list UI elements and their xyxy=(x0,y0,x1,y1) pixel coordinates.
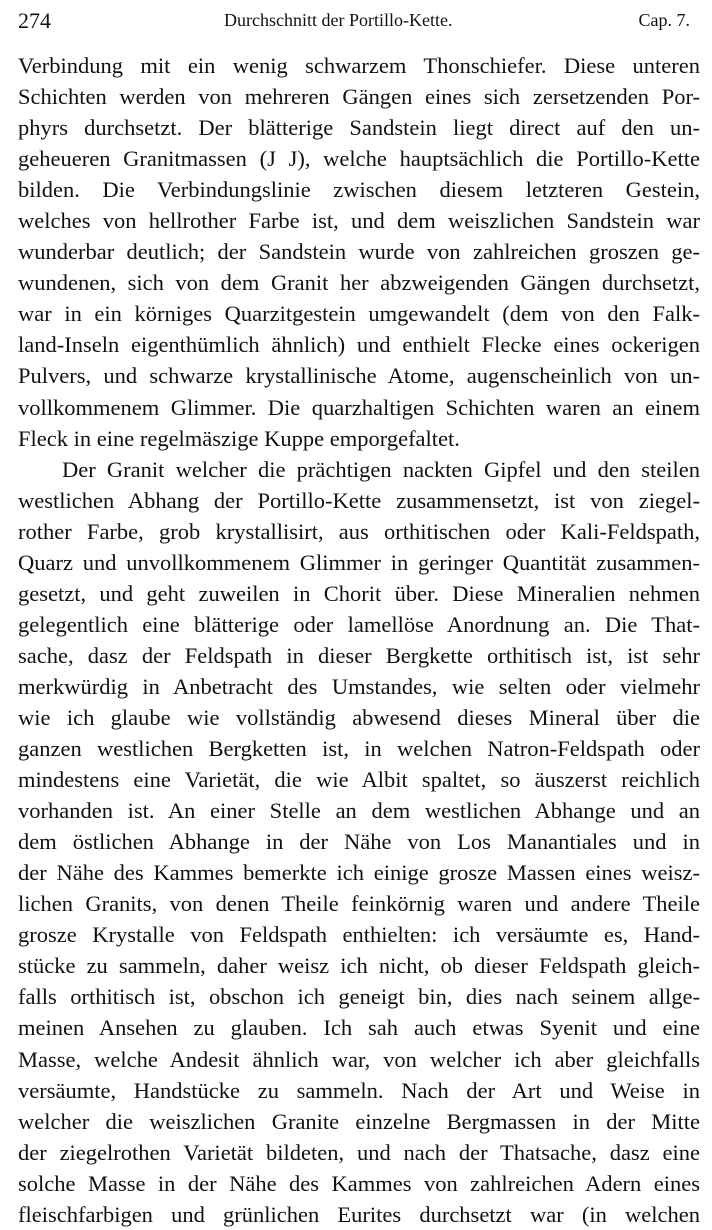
text-line: fleischfarbigen und grünlichen Eurites durchsetzt war (in welchen xyxy=(18,1201,700,1227)
text-line: vollkommenem Glimmer. Die quarzhaltigen Schichten waren an einem xyxy=(18,394,700,420)
text-line: phyrs durchsetzt. Der blätterige Sandstein liegt direct auf den un- xyxy=(18,115,700,141)
text-line: gesetzt, und geht zuweilen in Chorit über. Diese Mineralien nehmen xyxy=(18,580,700,606)
text-line: Pulvers, und schwarze krystallinische Atome, augenscheinlich von un- xyxy=(18,363,700,389)
body-text xyxy=(18,50,700,1230)
running-title: Durchschnitt der Portillo-Kette. xyxy=(224,10,453,30)
text-line: welches von hellrother Farbe ist, und dem weiszlichen Sandstein war xyxy=(18,208,700,234)
text-line: wie ich glaube wie vollständig abwesend dieses Mineral über die xyxy=(18,704,700,730)
text-line: rother Farbe, grob krystallisirt, aus orthitischen oder Kali-Feldspath, xyxy=(18,518,700,544)
running-head xyxy=(18,6,700,36)
text-line: welcher die weiszlichen Granite einzelne Bergmassen in der Mitte xyxy=(18,1108,700,1134)
text-line: falls orthitisch ist, obschon ich geneigt bin, dies nach seinem allge- xyxy=(18,984,700,1010)
text-line: Der Granit welcher die prächtigen nackten Gipfel und den steilen xyxy=(62,456,700,482)
text-line: westlichen Abhang der Portillo-Kette zusammensetzt, ist von ziegel- xyxy=(18,487,700,513)
paragraph-2 xyxy=(18,454,700,1230)
text-line: war in ein körniges Quarzitgestein umgewandelt (dem von den Falk- xyxy=(18,301,700,327)
text-line: solche Masse in der Nähe des Kammes von zahlreichen Adern eines xyxy=(18,1170,700,1196)
text-line: Quarz und unvollkommenem Glimmer in geringer Quantität zusammen- xyxy=(18,549,700,575)
paragraph-1 xyxy=(18,50,700,454)
text-line: meinen Ansehen zu glauben. Ich sah auch etwas Syenit und eine xyxy=(18,1015,700,1041)
text-line: land-Inseln eigenthümlich ähnlich) und enthielt Flecke eines ockerigen xyxy=(18,332,700,358)
text-line: Verbindung mit ein wenig schwarzem Thonschiefer. Diese unteren xyxy=(18,53,700,78)
text-line: sache, dasz der Feldspath in dieser Bergkette orthitisch ist, ist sehr xyxy=(18,642,700,668)
text-line: Masse, welche Andesit ähnlich war, von welcher ich aber gleichfalls xyxy=(18,1046,700,1072)
text-line: gelegentlich eine blätterige oder lamellöse Anordnung an. Die That- xyxy=(18,611,700,637)
text-line: bilden. Die Verbindungslinie zwischen diesem letzteren Gestein, xyxy=(18,177,700,203)
text-line: der ziegelrothen Varietät bildeten, und nach der Thatsache, dasz eine xyxy=(18,1139,700,1165)
text-line: wunderbar deutlich; der Sandstein wurde von zahlreichen groszen ge- xyxy=(18,239,700,265)
text-line: stücke zu sammeln, daher weisz ich nicht, ob dieser Feldspath gleich- xyxy=(18,953,700,979)
text-line: Fleck in eine regelmäszige Kuppe emporgefaltet. xyxy=(18,425,460,451)
text-line: grosze Krystalle von Feldspath enthielten: ich versäumte es, Hand- xyxy=(18,922,700,948)
page-number: 274 xyxy=(18,8,51,33)
text-line: dem östlichen Abhange in der Nähe von Los Manantiales und in xyxy=(18,829,700,855)
text-line: Schichten werden von mehreren Gängen eines sich zersetzenden Por- xyxy=(18,84,700,110)
text-line: lichen Granits, von denen Theile feinkörnig waren und andere Theile xyxy=(18,891,700,917)
text-line: wundenen, sich von dem Granit her abzweigenden Gängen durchsetzt, xyxy=(18,270,700,296)
text-line: geheueren Granitmassen (J J), welche hauptsächlich die Portillo-Kette xyxy=(18,146,700,172)
chapter-label: Cap. 7. xyxy=(638,10,690,30)
text-line: merkwürdig in Anbetracht des Umstandes, wie selten oder vielmehr xyxy=(18,673,700,699)
text-line: der Nähe des Kammes bemerkte ich einige grosze Massen eines weisz- xyxy=(18,860,700,886)
text-line: versäumte, Handstücke zu sammeln. Nach der Art und Weise in xyxy=(18,1077,700,1103)
text-line: mindestens eine Varietät, die wie Albit spaltet, so äuszerst reichlich xyxy=(18,767,700,793)
text-line: ganzen westlichen Bergketten ist, in welchen Natron-Feldspath oder xyxy=(18,736,700,762)
text-line: vorhanden ist. An einer Stelle an dem westlichen Abhange und an xyxy=(18,798,700,824)
